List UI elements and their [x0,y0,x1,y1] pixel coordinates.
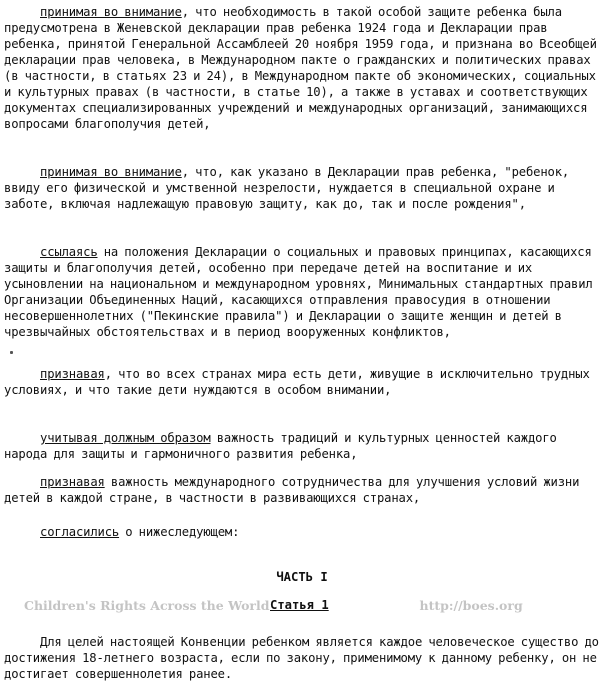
article-1-text: Для целей настоящей Конвенции ребенком является каждое человеческое существо до достижения 18-летнего возраста, если по закону, применимому к данному ребенку, он не достигает совершеннолетия ранее. [4,635,599,681]
paragraph-text: , что во всех странах мира есть дети, живущие в исключительно трудных условиях, и что такие дети нуждаются в особом внимании, [4,367,590,397]
paragraph-keyword: принимая во внимание [40,5,182,19]
watermark-url: http://boes.org [419,598,523,613]
paragraph-text: важность международного сотрудничества для улучшения условий жизни детей в каждой стране, в частности в развивающихся странах, [4,475,580,505]
paragraph-keyword: принимая во внимание [40,165,182,179]
preamble-paragraph-4 [4,366,600,398]
paragraph-keyword: признавая [40,367,105,381]
preamble-paragraph-5 [4,430,600,462]
paragraph-text: о нижеследующем: [119,525,240,539]
preamble-paragraph-3 [4,244,600,340]
preamble-paragraph-2 [4,164,600,212]
paragraph-keyword: признавая [40,475,105,489]
watermark-title: Children's Rights Across the World [24,598,270,613]
paragraph-keyword: ссылаясь [40,245,98,259]
scan-speck [10,351,13,354]
paragraph-keyword: учитывая должным образом [40,431,211,445]
preamble-paragraph-7 [4,524,600,540]
paragraph-text: , что необходимость в такой особой защите ребенка была предусмотрена в Женевской декларации прав ребенка 1924 года и Декларации прав ребенка, принятой Генеральной Ассамблеей 20 ноября 1959 года, и признана во Всеобщей декларации прав человека, в Международном пакте о гражданских и политических правах (в частности, в статьях 23 и 24), в Международном пакте об экономических, социальных и культурных правах (в частности, в статье 10), а также в уставах и соответствующих документах специализированных учреждений и международных организаций, занимающихся вопросами благополучия детей, [4,5,597,131]
paragraph-text: , что, как указано в Декларации прав ребенка, "ребенок, ввиду его физической и умственной незрелости, нуждается в специальной охране и заботе, включая надлежащую правовую защиту, как до, так и после рождения", [4,165,570,211]
preamble-paragraph-1 [4,4,600,132]
paragraph-text: важность традиций и культурных ценностей каждого народа для защиты и гармоничного развития ребенка, [4,431,557,461]
paragraph-text: на положения Декларации о социальных и правовых принципах, касающихся защиты и благополучия детей, особенно при передаче детей на воспитание и их усыновлении на национальном и международном уровнях, Минимальных стандартных правил Организации Объединенных Наций, касающихся отправления правосудия в отношении несовершеннолетних ("Пекинские правила") и Декларации о защите женщин и детей в чрезвычайных обстоятельствах и в период вооруженных конфликтов, [4,245,593,339]
preamble-paragraph-6 [4,474,600,506]
part-heading: ЧАСТЬ I [276,570,328,584]
paragraph-keyword: согласились [40,525,120,539]
article-heading: Статья 1 [270,598,329,612]
